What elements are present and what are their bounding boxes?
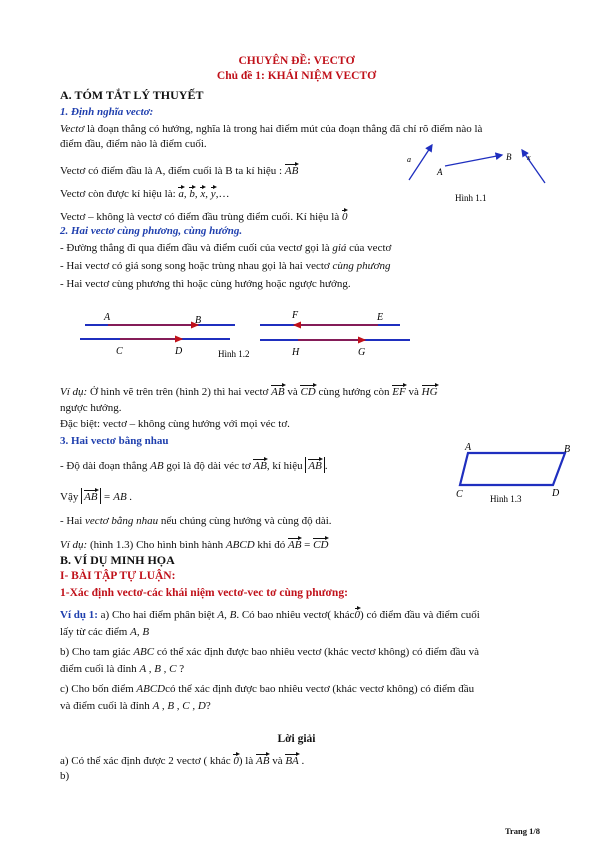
equal-example-when: khi đó — [257, 539, 286, 551]
zero-vector-sol: 0 — [233, 752, 239, 767]
special-line: Đặc biệt: vectơ – không cùng hướng với mọi véc tơ. — [60, 418, 290, 430]
fig11-caption: Hình 1.1 — [455, 193, 487, 203]
equal-example-label: Ví dụ: — [60, 539, 88, 551]
vector-a-arrow — [409, 145, 432, 180]
collinear-line-1-pre: - Đường thẳng đi qua điểm đầu và điểm cuối của vectơ gọi là — [60, 242, 333, 254]
vay-eq: = AB . — [103, 491, 133, 503]
fig12-H: H — [292, 347, 300, 358]
vector-cd-equal: CD — [313, 536, 328, 551]
ex1-a-mid: . Có bao nhiêu vectơ( khác — [236, 609, 355, 621]
notation-text: Vectơ có điểm đầu là A, điểm cuối là B ta kí hiệu : — [60, 165, 283, 177]
length-mid: gọi là độ dài véc tơ — [166, 460, 251, 472]
example-and-1: và — [287, 386, 298, 398]
definition-text: là đoạn thẳng có hướng, nghĩa là trong hai điểm mút của đoạn thẳng đã chỉ rõ điểm nào là — [84, 123, 483, 135]
example-line-1 — [60, 383, 438, 398]
fig12-C: C — [116, 346, 123, 357]
ex1-c-line-1 — [60, 683, 474, 695]
fig11-label-A: A — [437, 167, 443, 177]
ex1-a-points: A, B — [217, 609, 237, 621]
fig13-caption: Hình 1.3 — [490, 494, 522, 504]
equal-example-text: (hình 1.3) Cho hình bình hành — [87, 539, 224, 551]
vay-pre: Vậy — [60, 491, 79, 503]
collinear-line-2-pre: - Hai vectơ có giá song song hoặc trùng nhau gọi là hai vectơ — [60, 260, 333, 272]
collinear-line-1-post: của vectơ — [346, 242, 392, 254]
fig12-E: E — [377, 312, 384, 323]
ex1-c-pre: c) Cho bốn điểm — [60, 683, 134, 695]
fig13-D: D — [552, 488, 560, 499]
solution-b-line: b) — [60, 770, 70, 782]
ex1-c-abcd: ABCD — [136, 683, 166, 695]
ex1-b-line-2-points: A , B , C — [139, 663, 177, 675]
collinear-line-1 — [60, 242, 391, 254]
vector-ab-sol: AB — [256, 752, 269, 767]
section-b-sub-2: 1-Xác định vectơ-các khái niệm vectơ-vec tơ cùng phương: — [60, 587, 348, 599]
fig11-label-B: B — [506, 152, 512, 162]
vector-cd-example: CD — [300, 383, 315, 398]
vector-b: b — [189, 185, 195, 200]
fig12-caption: Hình 1.2 — [218, 349, 250, 359]
figure-1-1 — [395, 140, 555, 210]
definition-keyword: Vectơ — [60, 123, 85, 135]
ex1-b-pre: b) Cho tam giác — [60, 646, 131, 658]
abs-ab-vay — [81, 488, 100, 504]
collinear-line-1-em: giá — [332, 242, 347, 254]
ex1-b-line-1 — [60, 646, 479, 658]
equal-pre: - Hai — [60, 515, 86, 527]
subtopic-title: Chủ đề 1: KHÁI NIỆM VECTƠ — [216, 70, 377, 82]
alt-notation-line: Vectơ còn được kí hiệu là: a, b, x, y,… — [60, 185, 229, 200]
equal-example-line: Ví dụ: (hình 1.3) Cho hình bình hành ABCD khi đó AB = CD — [60, 536, 328, 551]
fig12-A: A — [104, 312, 111, 323]
zero-vector-line — [60, 208, 347, 223]
sol-a-and: và — [272, 755, 283, 767]
definition-line-2: điểm đầu, điểm nào là điểm cuối. — [60, 138, 207, 150]
sol-a-end: . — [301, 755, 305, 767]
zero-vector-ex1: 0 — [355, 606, 361, 621]
vector-ab-vay: AB — [84, 488, 97, 504]
section-b-sub-1: I- BÀI TẬP TỰ LUẬN: — [60, 570, 176, 582]
parallelogram-abcd — [460, 453, 565, 485]
example-text-2: cùng hướng còn — [318, 386, 390, 398]
ex1-a-line-2 — [60, 626, 149, 638]
ex1-label: Ví dụ 1: — [60, 609, 98, 621]
length-line: - Độ dài đoạn thẳng AB gọi là độ dài véc tơ AB, kí hiệu AB . — [60, 457, 328, 473]
vector-ab: AB — [285, 162, 298, 177]
ex1-c-line-2-points: A , B , C , D — [152, 700, 206, 712]
equal-example-abcd: ABCD — [225, 539, 255, 551]
collinear-line-3: - Hai vectơ cùng phương thì hoặc cùng hướng hoặc ngược hướng. — [60, 278, 351, 290]
vector-a: a — [178, 185, 184, 200]
section-a-title: A. TÓM TẮT LÝ THUYẾT — [60, 88, 204, 102]
length-pre: - Độ dài đoạn thẳng — [60, 460, 148, 472]
vector-x-arrow — [522, 150, 545, 183]
ex1-c-line-2 — [60, 700, 211, 712]
ex1-a-pre: a) Cho hai điểm phân biệt — [97, 609, 215, 621]
fig11-label-x: x — [527, 153, 531, 162]
ex1-b-abc: ABC — [133, 646, 155, 658]
vector-ab-equal: AB — [288, 536, 301, 551]
fig11-label-a: a — [407, 155, 411, 164]
ex1-a-line-1 — [60, 606, 480, 621]
ex1-c-line-2-pre: và điểm cuối là đỉnh — [60, 700, 150, 712]
ex1-b-line-2-q: ? — [179, 663, 185, 675]
topic-title: CHUYÊN ĐỀ: VECTƠ — [238, 55, 355, 67]
ex1-a-line-2-pre: lấy từ các điểm — [60, 626, 128, 638]
equal-heading: 3. Hai vectơ bằng nhau — [60, 435, 169, 447]
example-and-2: và — [408, 386, 419, 398]
zero-vector: 0 — [342, 208, 348, 223]
fig12-F: F — [292, 310, 299, 321]
zero-vector-text: Vectơ – không là vectơ có điểm đầu trùng điểm cuối. Kí hiệu là — [60, 211, 340, 223]
example-line-2: ngược hướng. — [60, 402, 122, 414]
equal-line — [60, 515, 332, 527]
example-label: Ví dụ: — [60, 386, 88, 398]
definition-line-1 — [60, 123, 482, 135]
section-b-title: B. VÍ DỤ MINH HỌA — [60, 553, 175, 567]
definition-heading: 1. Định nghĩa vectơ: — [60, 106, 154, 118]
vay-line — [60, 488, 132, 504]
ex1-c-line-2-q: ? — [205, 700, 211, 712]
sol-a-pre: a) Có thể xác định được 2 vectơ ( khác — [60, 755, 231, 767]
vector-x: x — [200, 185, 205, 200]
vector-ab-length: AB — [253, 457, 266, 472]
sol-a-mid: ) là — [238, 755, 254, 767]
length-segment: AB — [150, 460, 164, 472]
fig12-B: B — [195, 315, 202, 326]
solution-a-line — [60, 752, 304, 767]
abs-ab-notation — [305, 457, 324, 473]
ex1-a-post: ) có điểm đầu và điểm cuối — [360, 609, 480, 621]
ex1-a-line-2-points: A, B — [130, 626, 150, 638]
equal-em: vectơ bằng nhau — [85, 515, 159, 527]
collinear-line-2 — [60, 260, 391, 272]
ex1-b-line-2-pre: điểm cuối là đỉnh — [60, 663, 137, 675]
fig13-B: B — [564, 444, 571, 455]
equal-post: nếu chúng cùng hướng và cùng độ dài. — [158, 515, 332, 527]
vector-ef-example: EF — [392, 383, 405, 398]
page-number: Trang 1/8 — [505, 826, 541, 836]
example-text-1: Ở hình vẽ trên trên (hình 2) thì hai vectơ — [87, 386, 269, 398]
fig13-A: A — [465, 442, 472, 453]
notation-line — [60, 162, 298, 177]
fig13-C: C — [456, 489, 463, 500]
vector-hg-example: HG — [422, 383, 438, 398]
vector-ba-sol: BA — [285, 752, 298, 767]
ex1-b-post: có thể xác định được bao nhiêu vectơ (khác vectơ không) có điểm đầu và — [156, 646, 479, 658]
vector-ab-arrow — [445, 155, 502, 166]
vector-ab-example: AB — [271, 383, 284, 398]
vector-ab-abs: AB — [308, 457, 321, 473]
ex1-c-post: có thể xác định được bao nhiêu vectơ (khác vectơ không) có điểm đầu — [165, 683, 475, 695]
collinear-heading: 2. Hai vectơ cùng phương, cùng hướng. — [60, 225, 243, 237]
fig12-G: G — [358, 347, 366, 358]
collinear-line-2-em: cùng phương — [332, 260, 391, 272]
alt-notation-tail: ,… — [215, 188, 230, 200]
figure-1-2 — [80, 305, 420, 365]
alt-notation-text: Vectơ còn được kí hiệu là: — [60, 188, 176, 200]
solution-title: Lời giải — [277, 733, 316, 745]
ex1-b-line-2 — [60, 663, 184, 675]
figure-1-3 — [448, 438, 578, 508]
fig12-D: D — [175, 346, 183, 357]
length-post: , kí hiệu — [266, 460, 303, 472]
vector-y: y — [211, 185, 216, 200]
